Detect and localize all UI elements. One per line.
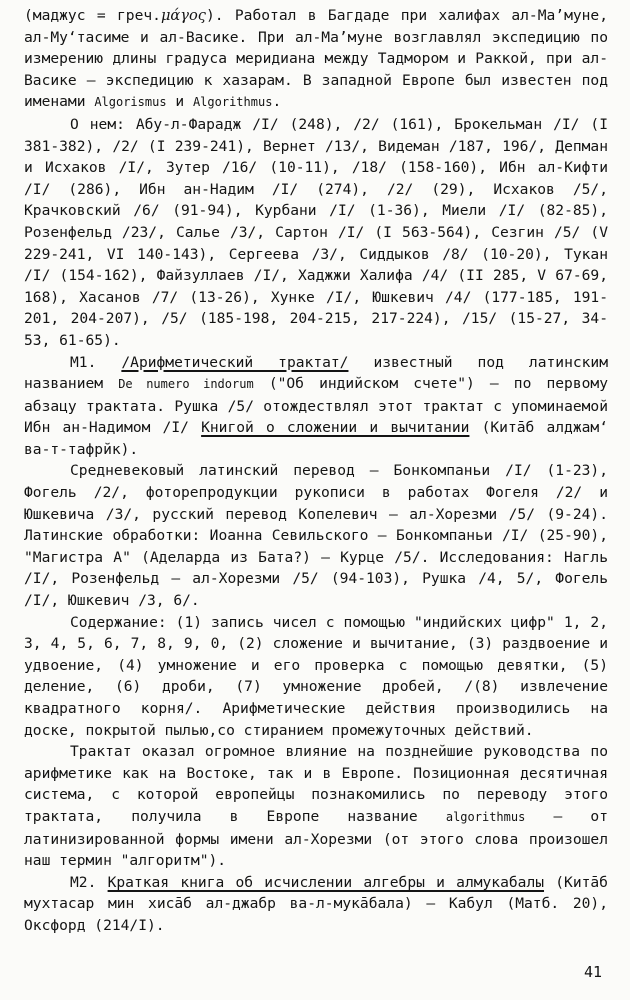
paragraph-m1-arithmetic-treatise — [24, 352, 608, 461]
paragraph-translations: Средневековый латинский перевод – Бонкомпаньи /I/ (1-23), Фогель /2/, фоторепродукции рукописи в работах Фогеля /2/ и Юшкевича /3/, русский перевод Копелевич – ал-Хорезми /5/ (9-24). Латинские обработки: Иоанна Севильского – Бонкомпаньи /I/ (25-90), "Магистра А" (Аделарда из Бата?) – Курце /5/. Исследования: Нагль /I/, Розенфельд – ал-Хорезми /5/ (94-103), Рушка /4, 5/, Фогель /I/, Юшкевич /3, 6/. — [24, 462, 608, 610]
text-run: ). Работал в Багдаде при халифах ал-Ма’муне, ал-Му‘тасиме и ал-Васике. При ал-Ма’муне возглавлял экспедицию по измерению длины градуса меридиана между Тадмором и Раккой, при ал-Васике – экспедицию к хазарам. В западной Европе был известен под именами — [24, 7, 608, 111]
text-run: ("Об индийском счете") – по первому абзацу трактата. Рушка /5/ отождествлял этот трактат с упоминаемой Ибн ан-Надимом /I/ — [24, 375, 608, 437]
document-body — [24, 5, 608, 937]
paragraph-contents: Содержание: (1) запись чисел с помощью "индийских цифр" 1, 2, 3, 4, 5, 6, 7, 8, 9, 0, (2) сложение и вычитание, (3) раздвоение и удвоение, (4) умножение и его проверка с помощью девятки, (5) деление, (6) дроби, (7) умножение дробей, /(8) извлечение квадратного корня/. Арифметические действия производились на доске, покрытой пылью,со стиранием промежуточных действий. — [24, 613, 608, 739]
text-run: – от латинизированной формы имени ал-Хорезми (от этого слова произошел наш термин "алгоритм"). — [24, 807, 608, 870]
latin-term-algorithmus: algorithmus — [445, 809, 526, 824]
entry-title-m2: Краткая книга об исчислении алгебры и алмукабалы — [107, 873, 545, 891]
latin-name-algorismus: Algorismus — [94, 95, 167, 110]
paragraph-references: О нем: Абу-л-Фарадж /I/ (248), /2/ (161), Брокельман /I/ (I 381-382), /2/ (I 239-241), Вернет /13/, Видеман /187, 196/, Депман и Исхаков /I/, Зутер /16/ (10-11), /18/ (158-160), Ибн ал-Кифти /I/ (286), Ибн ан-Надим /I/ (274), /2/ (29), Исхаков /5/, Крачковский /6/ (91-94), Курбани /I/ (1-36), Миели /I/ (82-85), Розенфельд /23/, Салье /3/, Сартон /I/ (I 563-564), Сезгин /5/ (V 229-241, VI 140-143), Сергеева /3/, Сиддыков /8/ (10-20), Тукан /I/ (154-162), Файзуллаев /I/, Хаджжи Халифа /4/ (II 285, V 67-69, 168), Хасанов /7/ (13-26), Хунке /I/, Юшкевич /4/ (177-185, 191-201, 204-207), /5/ (185-198, 204-215, 217-224), /15/ (15-27, 34-53, 61-65). — [24, 115, 608, 349]
text-run: (Китāб алджам‘ ва-т-тафрйк). — [24, 419, 608, 458]
text-run: . — [272, 93, 282, 111]
paragraph-biography-end — [24, 5, 608, 114]
book-title-addition-subtraction: Книгой о сложении и вычитании — [201, 419, 470, 437]
text-run: (Китāб мухтасар мин хисāб ал-джабр ва-л-мукāбала) – Кабул (Матб. 20), Оксфорд (214/I). — [24, 873, 608, 934]
entry-title-m1: /Арифметический трактат/ — [121, 353, 349, 371]
latin-name-algorithmus: Algorithmus — [192, 95, 273, 110]
greek-word-magos: μάγος — [160, 7, 206, 24]
text-run: Трактат оказал огромное влияние на позднейшие руководства по арифметике как на Востоке, так и в Европе. Позиционная десятичная система, с которой европейцы познакомились по переводу этого трактата, получила в Европе название — [24, 743, 608, 825]
text-run: (маджус = греч. — [24, 7, 161, 24]
latin-title-de-numero-indorum: De numero indorum — [118, 377, 254, 392]
page-number: 41 — [583, 963, 602, 982]
entry-number-m1: M1. — [70, 353, 97, 371]
text-run: известный под латинским названием — [24, 353, 608, 393]
paragraph-influence — [24, 741, 608, 872]
text-run: и — [175, 93, 185, 111]
entry-number-m2: M2. — [70, 873, 97, 891]
paragraph-m2-algebra-book — [24, 872, 608, 937]
